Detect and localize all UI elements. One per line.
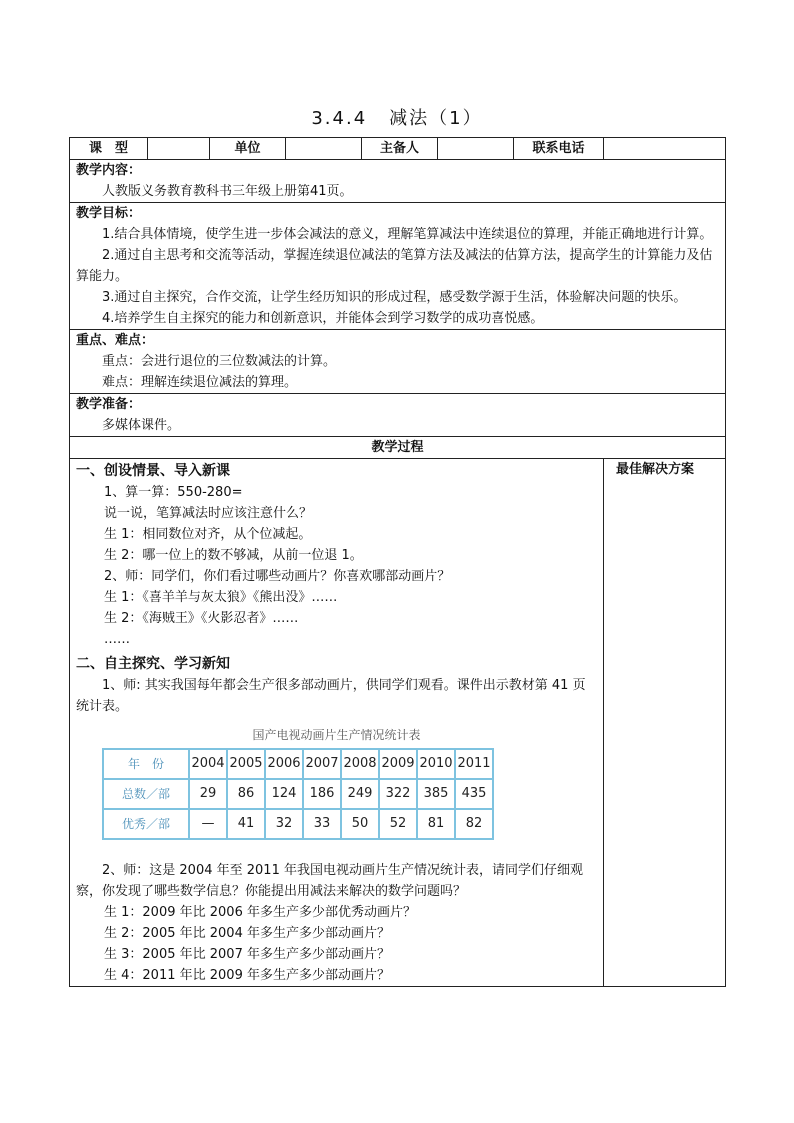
stat-total-label: 总数／部: [103, 779, 189, 809]
stat-year: 2008: [341, 749, 379, 779]
stat-total-row: [103, 779, 493, 809]
title-text: 减法（1）: [389, 108, 483, 129]
stat-cell: 32: [265, 809, 303, 839]
key-row: [70, 330, 726, 394]
process-label: 教学过程: [70, 437, 726, 459]
content-row: [70, 160, 726, 203]
section2-after: 2、师：这是 2004 年至 2011 年我国电视动画片生产情况统计表，请同学们仔细观察，你发现了哪些数学信息？你能提出用减法来解决的数学问题吗？: [76, 863, 583, 899]
unit-label: 单位: [210, 138, 286, 160]
section2-heading: 二、自主探究、学习新知: [76, 656, 230, 672]
stat-cell: 29: [189, 779, 227, 809]
stat-header-label: 年 份: [103, 749, 189, 779]
goal-item: 3.通过自主探究，合作交流，让学生经历知识的形成过程，感受数学源于生活，体验解决问题的快乐。: [102, 290, 687, 305]
stat-cell: 86: [227, 779, 265, 809]
stat-year: 2011: [455, 749, 493, 779]
stat-cell: 41: [227, 809, 265, 839]
goal-item: 1.结合具体情境，使学生进一步体会减法的意义，理解笔算减法中连续退位的算理，并能正确地进行计算。: [102, 227, 713, 242]
stat-excellent-row: [103, 809, 493, 839]
header-row: [70, 138, 726, 160]
content-label: 教学内容：: [76, 163, 142, 178]
stat-year: 2004: [189, 749, 227, 779]
preparer-value: [438, 138, 514, 160]
prep-label: 教学准备：: [76, 397, 142, 412]
section1-line: ……: [104, 632, 130, 647]
key-difficulty: 难点：理解连续退位减法的算理。: [102, 375, 298, 390]
process-content: [70, 459, 604, 987]
goal-item: 4.培养学生自主探究的能力和创新意识，并能体会到学习数学的成功喜悦感。: [102, 311, 544, 326]
stat-year: 2010: [417, 749, 455, 779]
prep-text: 多媒体课件。: [102, 418, 181, 433]
type-label: 课 型: [70, 138, 148, 160]
page-title: [0, 104, 794, 130]
section2-intro: 1、师: 其实我国每年都会生产很多部动画片，供同学们观看。课件出示教材第 41 页统计表。: [76, 678, 586, 714]
content-text: 人教版义务教育教科书三年级上册第41页。: [102, 184, 353, 199]
section1-line: 生 2：哪一位上的数不够减，从前一位退 1。: [104, 548, 363, 563]
best-solution-cell: [604, 459, 726, 987]
stat-table: [102, 748, 494, 840]
type-value: [148, 138, 210, 160]
stat-cell: 124: [265, 779, 303, 809]
section1-heading: 一、创设情景、导入新课: [76, 463, 230, 479]
stat-cell: 33: [303, 809, 341, 839]
phone-label: 联系电话: [514, 138, 604, 160]
stat-year: 2007: [303, 749, 341, 779]
title-number: 3.4.4: [311, 108, 368, 129]
unit-value: [286, 138, 362, 160]
stat-year: 2009: [379, 749, 417, 779]
preparer-label: 主备人: [362, 138, 438, 160]
section1-line: 2、师：同学们，你们看过哪些动画片？你喜欢哪部动画片？: [104, 569, 451, 584]
phone-value: [604, 138, 726, 160]
lesson-plan-table: [69, 137, 726, 987]
stat-cell: 322: [379, 779, 417, 809]
section1-line: 生 2：《海贼王》《火影忍者》……: [104, 611, 299, 626]
section1-line: 说一说，笔算减法时应该注意什么？: [104, 506, 313, 521]
stat-cell: 50: [341, 809, 379, 839]
stat-excellent-label: 优秀／部: [103, 809, 189, 839]
key-point: 重点：会进行退位的三位数减法的计算。: [102, 354, 337, 369]
prep-row: [70, 394, 726, 437]
stat-year: 2006: [265, 749, 303, 779]
stat-cell: —: [189, 809, 227, 839]
best-solution-label: 最佳解决方案: [616, 462, 695, 477]
key-label: 重点、难点：: [76, 333, 155, 348]
goal-item: 2.通过自主思考和交流等活动，掌握连续退位减法的笔算方法及减法的估算方法，提高学生的计算能力及估算能力。: [76, 248, 713, 284]
process-title-row: [70, 437, 726, 459]
student-question: 生 3：2005 年比 2007 年多生产多少部动画片？: [104, 947, 390, 962]
stat-cell: 81: [417, 809, 455, 839]
stat-cell: 385: [417, 779, 455, 809]
section1-line: 生 1：相同数位对齐，从个位减起。: [104, 527, 312, 542]
student-question: 生 2：2005 年比 2004 年多生产多少部动画片？: [104, 926, 390, 941]
section1-line: 1、算一算：550-280=: [104, 485, 243, 500]
stat-cell: 186: [303, 779, 341, 809]
stat-header-row: [103, 749, 493, 779]
stat-cell: 52: [379, 809, 417, 839]
stat-table-title: 国产电视动画片生产情况统计表: [252, 728, 421, 742]
goals-label: 教学目标：: [76, 206, 142, 221]
stat-cell: 249: [341, 779, 379, 809]
stat-cell: 82: [455, 809, 493, 839]
stat-cell: 435: [455, 779, 493, 809]
stat-year: 2005: [227, 749, 265, 779]
process-row: [70, 459, 726, 987]
goals-row: [70, 203, 726, 330]
student-question: 生 4：2011 年比 2009 年多生产多少部动画片？: [104, 968, 390, 983]
section1-line: 生 1：《喜羊羊与灰太狼》《熊出没》……: [104, 590, 338, 605]
student-question: 生 1：2009 年比 2006 年多生产多少部优秀动画片？: [104, 905, 416, 920]
